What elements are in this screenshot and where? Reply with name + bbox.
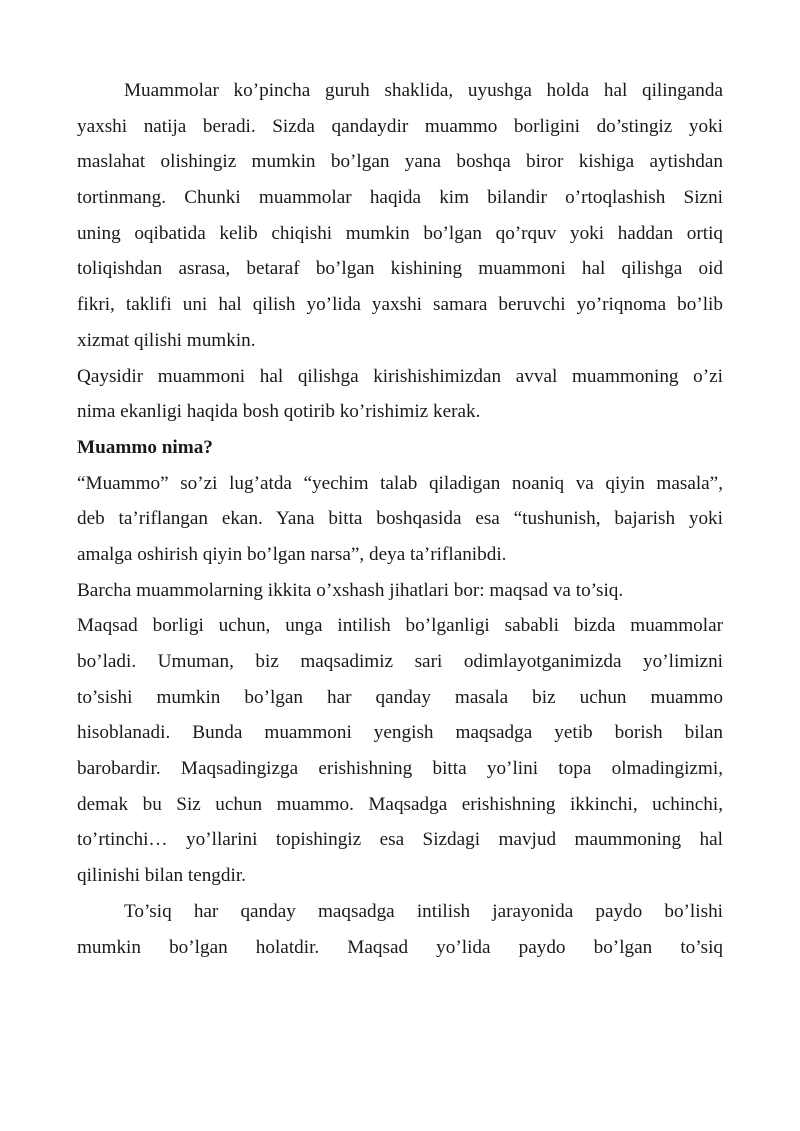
text-line: fikri, taklifi uni hal qilish yo’lida yaxshi samara beruvchi yo’riqnoma bo’lib [77,294,723,316]
text-line: demak bu Siz uchun muammo. Maqsadga erishishning ikkinchi, uchinchi, [77,793,723,815]
text-line: to’sishi mumkin bo’lgan har qanday masala biz uchun muammo [77,686,723,708]
text-line: qilinishi bilan tengdir. [77,865,246,887]
text-line: tortinmang. Chunki muammolar haqida kim bilandir o’rtoqlashish Sizni [77,187,723,209]
text-line: maslahat olishingiz mumkin bo’lgan yana boshqa biror kishiga aytishdan [77,151,723,173]
text-line: uning oqibatida kelib chiqishi mumkin bo’lgan qo’rquv yoki haddan ortiq [77,222,723,244]
paragraph [77,466,723,573]
paragraph [77,894,723,965]
paragraph [77,608,723,894]
text-line: Maqsad borligi uchun, unga intilish bo’lganligi sababli bizda muammolar [77,615,723,637]
paragraph [77,73,723,359]
text-line: toliqishdan asrasa, betaraf bo’lgan kishining muammoni hal qilishga oid [77,258,723,280]
text-line: nima ekanligi haqida bosh qotirib ko’rishimiz kerak. [77,401,481,423]
text-line: yaxshi natija beradi. Sizda qandaydir muammo borligini do’stingiz yoki [77,115,723,137]
heading-text: Muammo nima? [77,436,213,458]
text-line: Barcha muammolarning ikkita o’xshash jihatlari bor: maqsad va to’siq. [77,579,624,601]
text-line: “Muammo” so’zi lug’atda “yechim talab qiladigan noaniq va qiyin masala”, [77,472,723,494]
section-heading [77,430,723,466]
document-page [77,73,723,965]
text-line: to’rtinchi… yo’llarini topishingiz esa Sizdagi mavjud maummoning hal [77,829,723,851]
paragraph [77,359,723,430]
text-line: amalga oshirish qiyin bo’lgan narsa”, deya ta’riflanibdi. [77,543,507,565]
text-line: Muammolar ko’pincha guruh shaklida, uyushga holda hal qilinganda [124,80,723,101]
text-line: mumkin bo’lgan holatdir. Maqsad yo’lida paydo bo’lgan to’siq [77,936,723,958]
text-line: bo’ladi. Umuman, biz maqsadimiz sari odimlayotganimizda yo’limizni [77,651,723,672]
text-line: xizmat qilishi mumkin. [77,329,256,351]
paragraph [77,573,723,609]
text-line: To’siq har qanday maqsadga intilish jarayonida paydo bo’lishi [124,900,723,922]
text-line: hisoblanadi. Bunda muammoni yengish maqsadga yetib borish bilan [77,722,723,744]
text-line: barobardir. Maqsadingizga erishishning bitta yo’lini topa olmadingizmi, [77,758,723,780]
text-line: Qaysidir muammoni hal qilishga kirishishimizdan avval muammoning o’zi [77,365,723,387]
text-line: deb ta’riflangan ekan. Yana bitta boshqasida esa “tushunish, bajarish yoki [77,508,723,530]
